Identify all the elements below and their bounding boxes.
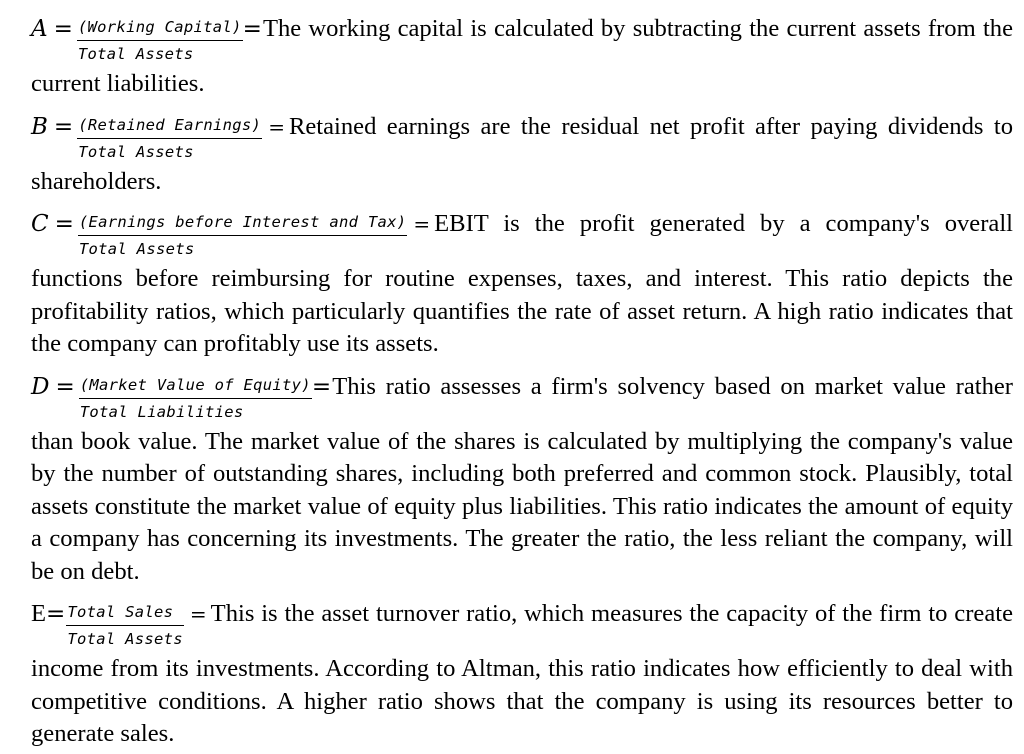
ratio-e-variable: E <box>31 600 47 627</box>
ratio-c-numerator: (Earnings before Interest and Tax) <box>78 213 407 236</box>
document-page <box>31 0 1013 751</box>
ratio-c-definition <box>31 208 1013 361</box>
ratio-d-denominator: Total Liabilities <box>79 402 244 421</box>
ratio-e-fraction <box>66 603 184 649</box>
ratio-b-definition <box>31 111 1013 199</box>
ratio-e-formula <box>31 598 184 653</box>
ratio-d-numerator: (Market Value of Equity) <box>79 376 312 399</box>
ratio-e-paragraph <box>31 598 1013 751</box>
ratio-d-connector: = <box>311 373 332 400</box>
ratio-d-paragraph <box>31 371 1013 589</box>
ratio-e-definition <box>31 598 1013 751</box>
ratio-c-equals: = <box>54 211 74 237</box>
ratio-a-formula <box>31 13 243 68</box>
ratio-c-connector: = <box>413 212 431 236</box>
ratio-d-equals: = <box>55 373 75 400</box>
ratio-e-numerator: Total Sales <box>66 603 184 626</box>
ratio-b-connector: = <box>268 114 285 139</box>
ratio-b-equals: = <box>53 113 74 140</box>
ratio-a-connector: = <box>242 16 262 42</box>
ratio-a-numerator: (Working Capital) <box>77 18 243 41</box>
ratio-a-denominator: Total Assets <box>77 45 194 63</box>
ratio-e-text: This is the asset turnover ratio, which measures the capacity of the firm to create income from its investments. According to Altman, this ratio indicates how efficiently to deal with competitive conditions. A higher ratio shows that the company is using its resources better to generate sales. <box>31 600 1013 747</box>
ratio-e-connector: = <box>189 602 207 626</box>
ratio-b-formula <box>31 111 262 166</box>
ratio-d-fraction <box>79 376 312 422</box>
ratio-a-definition <box>31 13 1013 101</box>
ratio-c-formula <box>31 208 407 263</box>
ratio-a-equals: = <box>53 16 73 42</box>
ratio-c-denominator: Total Assets <box>78 240 195 258</box>
ratio-c-text: EBIT is the profit generated by a company's overall functions before reimbursing for routine expenses, taxes, and interest. This ratio depicts the profitability ratios, which particularly quantifies the rate of asset return. A high ratio indicates that the company can profitably use its assets. <box>31 210 1013 357</box>
ratio-a-text: The working capital is calculated by subtracting the current assets from the current liabilities. <box>31 15 1013 97</box>
ratio-a-fraction <box>77 18 243 64</box>
ratio-c-variable: C <box>31 211 49 237</box>
ratio-d-variable: D <box>31 373 50 400</box>
ratio-e-equals: = <box>46 601 66 627</box>
ratio-d-formula <box>31 371 312 426</box>
ratio-b-denominator: Total Assets <box>78 142 194 161</box>
ratio-a-paragraph <box>31 13 1013 101</box>
ratio-d-definition <box>31 371 1013 589</box>
ratio-b-paragraph <box>31 111 1013 199</box>
ratio-b-variable: B <box>31 113 48 140</box>
ratio-a-variable: A <box>31 16 48 42</box>
ratio-e-denominator: Total Assets <box>67 630 183 648</box>
ratio-b-numerator: (Retained Earnings) <box>77 116 262 139</box>
ratio-b-fraction <box>77 116 262 162</box>
ratio-c-fraction <box>78 213 407 259</box>
ratio-d-text: This ratio assesses a firm's solvency based on market value rather than book value. The market value of the shares is calculated by multiplying the company's value by the number of outstanding shares, including both preferred and common stock. Plausibly, total assets constitute the market value of equity plus liabilities. This ratio indicates the amount of equity a company has concerning its investments. The greater the ratio, the less reliant the company, will be on debt. <box>31 372 1013 585</box>
ratio-b-text: Retained earnings are the residual net profit after paying dividends to shareholders. <box>31 112 1013 195</box>
ratio-c-paragraph <box>31 208 1013 361</box>
